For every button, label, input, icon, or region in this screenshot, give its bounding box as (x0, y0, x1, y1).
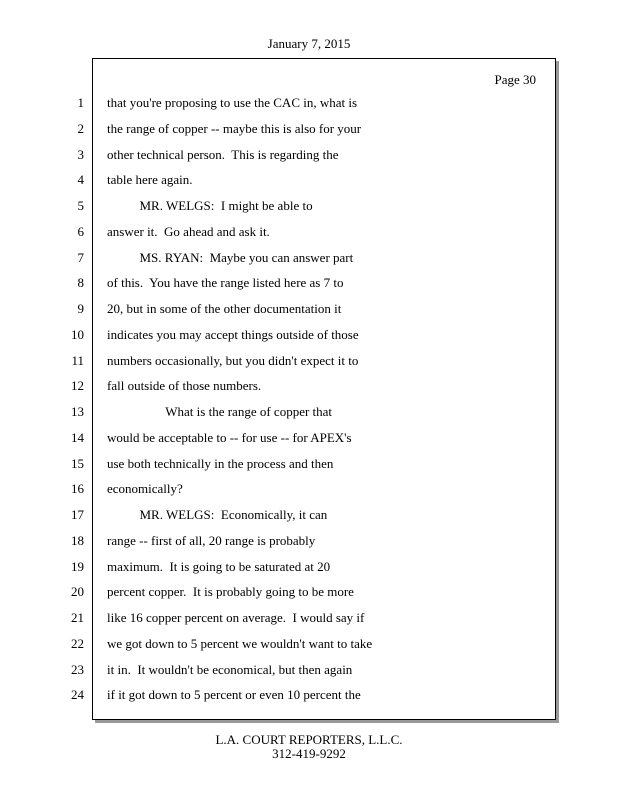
line-number: 13 (71, 404, 84, 419)
line-text: MS. RYAN: Maybe you can answer part (107, 250, 354, 265)
footer-firm-name: L.A. COURT REPORTERS, L.L.C. (215, 732, 403, 747)
line-number: 9 (77, 301, 84, 316)
line-text: the range of copper -- maybe this is also for your (107, 121, 362, 136)
line-text: 20, but in some of the other documentation it (107, 301, 342, 316)
line-number: 11 (71, 353, 84, 368)
line-number: 16 (71, 481, 84, 496)
line-number: 23 (71, 662, 84, 677)
page-number: Page 30 (494, 72, 536, 87)
line-text: of this. You have the range listed here as 7 to (107, 275, 344, 290)
line-number: 18 (71, 533, 84, 548)
footer-phone: 312-419-9292 (272, 746, 346, 761)
line-number: 20 (71, 584, 84, 599)
line-text: table here again. (107, 172, 193, 187)
line-text: indicates you may accept things outside of those (107, 327, 359, 342)
line-number: 17 (71, 507, 84, 522)
line-text: MR. WELGS: Economically, it can (107, 507, 328, 522)
line-text: use both technically in the process and then (107, 456, 334, 471)
line-text: it in. It wouldn't be economical, but then again (107, 662, 353, 677)
line-text: other technical person. This is regarding the (107, 147, 339, 162)
line-text: if it got down to 5 percent or even 10 percent the (107, 687, 361, 702)
line-text: we got down to 5 percent we wouldn't want to take (107, 636, 373, 651)
line-text: fall outside of those numbers. (107, 378, 262, 393)
line-number: 21 (71, 610, 84, 625)
line-number: 15 (71, 456, 84, 471)
line-text: answer it. Go ahead and ask it. (107, 224, 270, 239)
line-number: 2 (77, 121, 84, 136)
line-text: percent copper. It is probably going to be more (107, 584, 354, 599)
line-number: 5 (77, 198, 84, 213)
line-number: 1 (77, 95, 84, 110)
line-number: 4 (77, 172, 84, 187)
line-text: maximum. It is going to be saturated at 20 (107, 559, 331, 574)
line-text: What is the range of copper that (107, 404, 333, 419)
line-number: 8 (77, 275, 84, 290)
line-number: 24 (71, 687, 84, 702)
line-number: 14 (71, 430, 84, 445)
line-number: 19 (71, 559, 84, 574)
line-number: 6 (77, 224, 84, 239)
line-text: economically? (107, 481, 183, 496)
line-text: that you're proposing to use the CAC in, what is (107, 95, 358, 110)
line-text: like 16 copper percent on average. I would say if (107, 610, 365, 625)
line-number: 3 (77, 147, 84, 162)
line-text: numbers occasionally, but you didn't expect it to (107, 353, 359, 368)
line-text: would be acceptable to -- for use -- for APEX's (107, 430, 352, 445)
line-number: 12 (71, 378, 84, 393)
header-date: January 7, 2015 (267, 36, 351, 51)
line-number: 7 (77, 250, 84, 265)
line-number: 22 (71, 636, 84, 651)
line-text: MR. WELGS: I might be able to (107, 198, 313, 213)
line-number: 10 (71, 327, 84, 342)
line-text: range -- first of all, 20 range is probably (107, 533, 316, 548)
